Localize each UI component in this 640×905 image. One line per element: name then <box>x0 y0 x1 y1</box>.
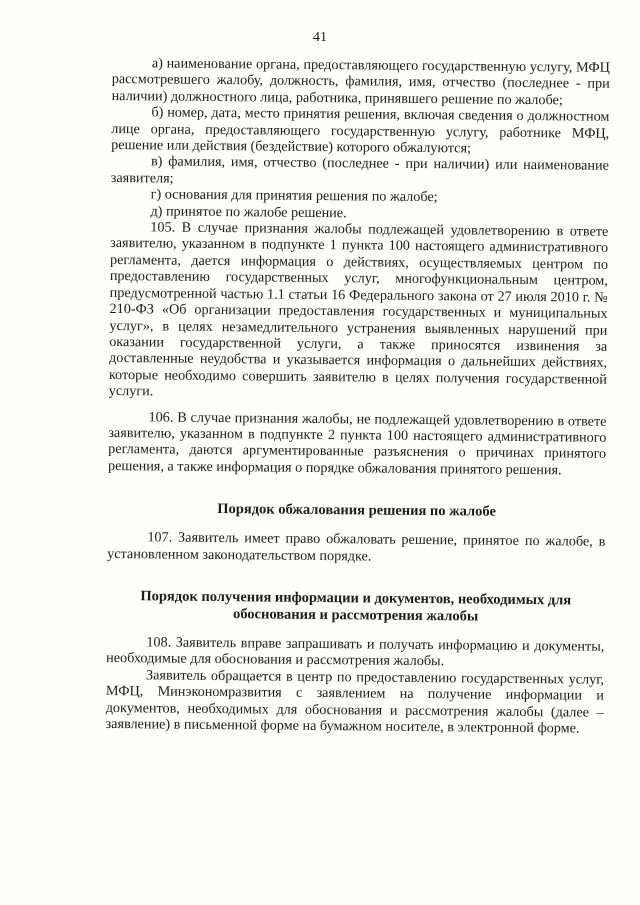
paragraph-108: 108. Заявитель вправе запрашивать и получать информацию и документы, необходимые для обоснования и рассмотрения жалобы. <box>106 634 605 670</box>
paragraph-106: 106. В случае признания жалобы, не подлежащей удовлетворению в ответе заявителю, указанном в подпункте 2 пункта 100 настоящего административного регламента, даются аргументированные разъяснения о причинах принятого решения, а также информация о порядке обжалования принятого решения. <box>107 408 607 479</box>
item-g: г) основания для принятия решения по жалобе; <box>150 186 438 206</box>
page-number: 41 <box>313 30 327 45</box>
document-body <box>105 55 609 737</box>
item-d: д) принятое по жалобе решение. <box>150 203 347 221</box>
item-v: в) фамилия, имя, отчество (последнее - при наличии) или наименование заявителя; <box>110 153 610 187</box>
item-b: б) номер, дата, место принятия решения, включая сведения о должностном лице органа, предоставляющего государственную услугу, работнике МФЦ, решение или действия (бездействие) которого обжалуются; <box>111 104 610 157</box>
item-a: а) наименование органа, предоставляющего государственную услугу, МФЦ рассмотревшего жалобу, должность, фамилия, имя, отчество (последнее - при наличии) должностного лица, работника, принявшего решение по жалобе; <box>111 55 610 109</box>
paragraph-105: 105. В случае признания жалобы подлежащей удовлетворению в ответе заявителю, указанном в подпункте 1 пункта 100 настоящего административного регламента, дается информация о действиях, осуществляемых центром по предоставлению государственных услуг, многофункциональным центром, предусмотренной частью 1.1 статьи 16 Федерального закона от 27 июля 2010 г. № 210-ФЗ «Об организации предоставления государственных и муниципальных услуг», в целях незамедлительного устранения выявленных нарушений при оказании государственной услуги, а также приносятся извинения за доставленные неудобства и указывается информация о дальнейших действиях, которые необходимо совершить заявителю в целях получения государственной услуги. <box>108 219 609 400</box>
paragraph-107: 107. Заявитель имеет право обжаловать решение, принятое по жалобе, в установленном законодательством порядке. <box>107 529 606 565</box>
section-heading-appeal: Порядок обжалования решения по жалобе <box>217 501 497 520</box>
section-heading-information: Порядок получения информации и документов, необходимых для обоснования и рассмотрения жалобы <box>140 588 572 625</box>
paragraph-108-continued: Заявитель обращается в центр по предоставлению государственных услуг, МФЦ, Минэкономразвития с заявлением на получение информации и документов, необходимых для обоснования и рассмотрения жалобы (далее – заявление) в письменной форме на бумажном носителе, в электронной форме. <box>105 667 605 737</box>
